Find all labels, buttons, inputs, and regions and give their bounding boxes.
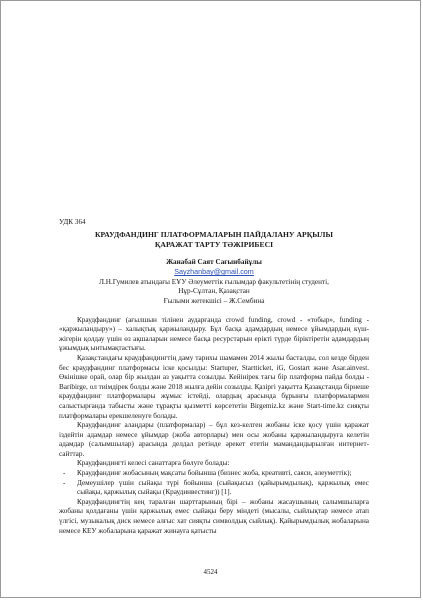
list-item-text: Краудфандинг жобасының мақсаты бойынша (бизнес жоба, креативті, саяси, әлеуметтік); — [77, 469, 352, 478]
page-number: 4524 — [203, 568, 218, 576]
bullet-dash: - — [63, 478, 66, 487]
title-line-1: КРАУДФАНДИНГ ПЛАТФОРМАЛАРЫН ПАЙДАЛАНУ АРҚЫЛЫ — [94, 229, 334, 239]
email-link[interactable]: Sayzhanbay@gmail.com — [174, 267, 254, 277]
list-item-text: Демеушілер үшін сыйақы түрі бойынша (сыйақысыз (қайырымдылық), қаржылық емес сыйақы, қаржылық сыйақы (Краудинвестинг)) [1]. — [77, 478, 369, 497]
author-email[interactable] — [59, 267, 369, 278]
paragraph-platforms: Краудфандинг алаңдары (платформалар) – бұл кез-келген жобаны іске қосу үшін қаражат іздейтін адамдар немесе ұйымдар (жоба авторлары) мен осы жобаны қаржыландыруға келетін адамдар (салымшылар) арасында делдал ретінде әрекет ететін мамандандырылған интернет-сайттар. — [59, 421, 369, 458]
paragraph-definition: Краудфандинг (ағылшын тілінен аударғанда crowd funding, crowd - «тобыр», funding - «қаржыландыру») – халықтық қаржыландыру. Бұл басқа адамдардың немесе ұйымдардың күш-жігерін қолдау үшін өз ақшаларын немесе басқа ресурстарын ерікті түрде біріктіретін адамдардың ұжымдық ынтымақтастығы. — [59, 315, 369, 353]
bullet-dash: - — [63, 469, 66, 478]
udk-code: УДК 364 — [59, 218, 86, 226]
affiliation-line-2: Нұр-Сұлтан, Қазақстан — [178, 287, 250, 296]
supervisor-line: Ғылыми жетекшісі – Ж.Сембина — [163, 296, 265, 305]
list-item — [59, 479, 369, 498]
affiliation-line-1: Л.Н.Гумилев атындағы ЕҰУ Әлеуметтік ғылымдар факультетінің студенті, — [99, 277, 329, 286]
paragraph-categories: Краудфандингті келесі санаттарға бөлуге болады: — [77, 459, 230, 468]
title-line-2: ҚАРАЖАТ ТАРТУ ТӘЖІРИБЕСІ — [154, 239, 274, 249]
spacer — [59, 307, 369, 316]
author-name: Жанабай Саят Сағынбайұлы — [166, 257, 262, 266]
paragraph-history: Қазақстандағы краудфандингтің даму тарихы шамамен 2014 жылы басталды, сол кезде бірден бес краудфандинг платформасы іске қосылды: Startuper, Starttiсket, iG, Gostart және Asar.ainvest. Өкінішке орай, олар бір жылдан аз уақытта созылды. Кейінірек тағы бір платформа пайда болды - Baribirge, ол тиімдірек болды және 2018 жылға дейін созылды. Қазіргі уақытта Қазақстанда бірнеше краудфандинг платформалары жұмыс істейді, олардың арасында бұрынғы платформалармен салыстырғанда табысты және тұрақты қызметті көрсететін Birgemiz.kz және Start-time.kz сияқты платформалары ерекшеленуге болады. — [59, 353, 369, 420]
article-body — [59, 218, 369, 536]
list-item — [59, 469, 369, 479]
paragraph-rewards: Краудфандингтің кең таралған шарттарының бірі – жобаны жасаушының салымшыларға жобаны қолдағаны үшін қаржылық емес сыйақы беру міндеті (мысалы, сыйлықтар немесе атап үлгісі, музыкалық диск немесе алғыс хат сияқты символдық сыйлық). Қайырымдылық жобаларына немесе КЕУ жобаларына қаражат жинауға қатысты — [59, 497, 369, 535]
article-title — [59, 230, 369, 250]
